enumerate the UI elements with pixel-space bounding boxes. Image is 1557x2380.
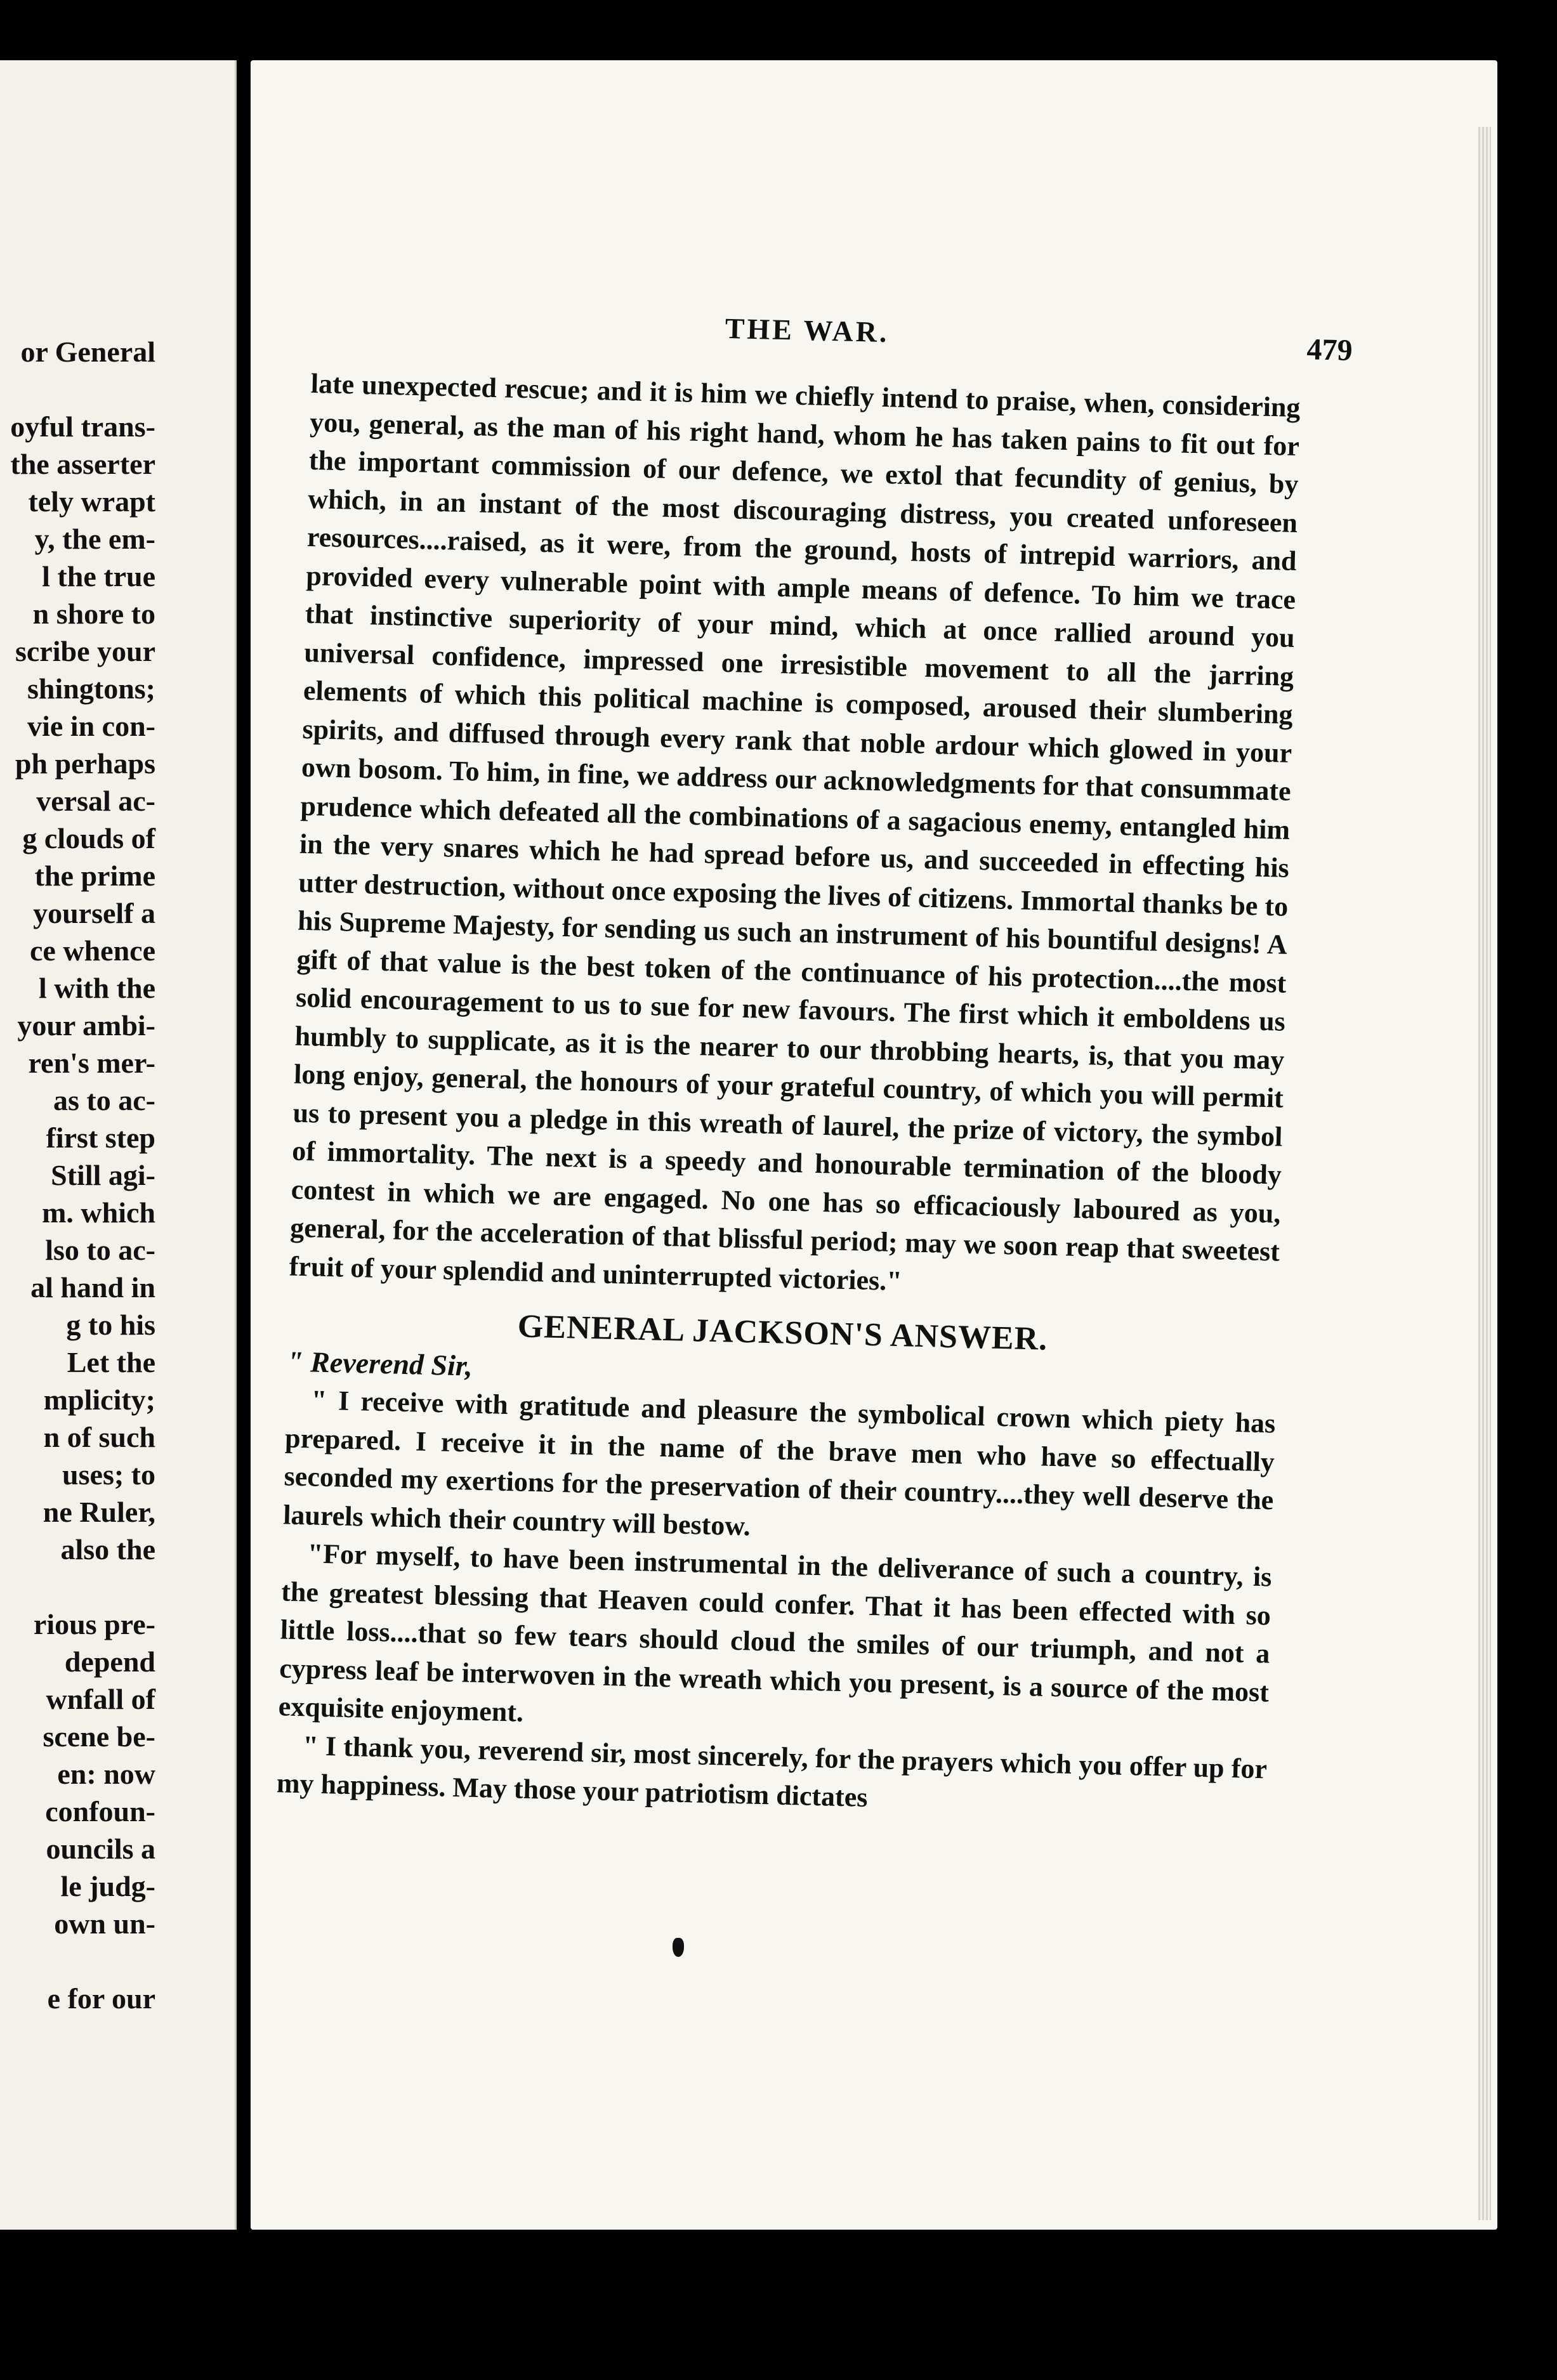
facing-line: wnfall of <box>46 1683 155 1715</box>
facing-line: n shore to <box>32 598 155 630</box>
facing-line: scene be- <box>43 1720 155 1753</box>
facing-line: en: now <box>57 1758 155 1790</box>
facing-line: l the true <box>42 560 155 592</box>
facing-line: mplicity; <box>43 1383 155 1416</box>
facing-line <box>0 370 235 408</box>
salutation: " Reverend Sir, <box>286 1345 473 1382</box>
facing-line: uses; to <box>62 1458 155 1491</box>
answer-paragraph: " I receive with gratitude and pleasure the symbolical crown which piety has prepared. I receive it in the name of the brave men who have so effectually seconded my exertions for the preservation of their country....they well deserve the laurels which their country will bestow. <box>282 1384 1276 1541</box>
ink-blot <box>673 1938 684 1957</box>
facing-line: rious pre- <box>33 1608 155 1640</box>
facing-page <box>0 60 237 2230</box>
facing-line: Let the <box>67 1346 155 1378</box>
facing-line: g clouds of <box>22 822 155 854</box>
facing-line: ouncils a <box>46 1833 155 1865</box>
facing-line: y, the em- <box>34 523 155 555</box>
facing-line: le judg- <box>60 1870 155 1902</box>
address-paragraph: late unexpected rescue; and it is him we chiefly intend to praise, when, considering you, general, as the man of his right hand, whom he has taken pains to fit out for the important commission of our defence, we extol that fecundity of genius, by which, in an instant of the most discouraging distress, you created unforeseen resources....raised, as it were, from the ground, hosts of intrepid warriors, and provided every vulnerable point with ample means of defence. To him we trace that instinctive superiority of your mind, which at once rallied around you universal confidence, impressed one irresistible movement to all the jarring elements of which this political machine is composed, aroused their slumbering spirits, and diffused through every rank that noble ardour which glowed in your own bosom. To him, in fine, we address our acknowledgments for that consummate prudence which defeated all the combinations of a sagacious enemy, entangled him in the very snares which he had spread before us, and succeeded in effecting his utter destruction, without once exposing the lives of citizens. Immortal thanks be to his Supreme Majesty, for sending us such an instrument of his bountiful designs! A gift of that value is the best token of the continuance of his protection....the most solid encouragement to us to sue for new favours. The first which it emboldens us humbly to supplicate, as it is the nearer to our throbbing hearts, is, that you may long enjoy, general, the honours of your grateful country, of which you will permit us to present you a pledge in this wreath of laurel, the prize of victory, the symbol of immortality. The next is a speedy and honourable termination of the bloody contest in which we are engaged. No one has so efficaciously laboured as you, general, for the acceleration of that blissful period; may we soon reap that sweetest fruit of your splendid and uninterrupted victories." <box>289 367 1301 1297</box>
facing-line: the asserter <box>10 448 155 480</box>
facing-line: versal ac- <box>36 785 155 817</box>
facing-line: oyful trans- <box>10 410 155 443</box>
facing-line: vie in con- <box>27 710 155 742</box>
facing-line: tely wrapt <box>28 485 155 518</box>
facing-line: depend <box>64 1645 155 1678</box>
page-content <box>276 251 1353 1827</box>
facing-line: own un- <box>54 1907 155 1940</box>
book-page <box>251 60 1497 2230</box>
facing-line: also the <box>60 1533 155 1566</box>
facing-line: Still agi- <box>51 1159 155 1191</box>
facing-line: your ambi- <box>17 1009 155 1042</box>
facing-line: lso to ac- <box>45 1234 155 1266</box>
facing-page-text <box>0 333 235 2017</box>
facing-line: scribe your <box>15 635 155 667</box>
section-title: GENERAL JACKSON'S ANSWER. <box>517 1308 1048 1357</box>
facing-line: confoun- <box>45 1795 155 1828</box>
facing-line: ph perhaps <box>15 747 155 780</box>
facing-line: shingtons; <box>27 672 155 705</box>
answer-paragraph: " I thank you, reverend sir, most sincerely, for the prayers which you offer up for my happiness. May those your patriotism dictates <box>276 1729 1268 1814</box>
facing-line: n of such <box>43 1421 155 1453</box>
page-number: 479 <box>1306 332 1353 368</box>
facing-line: ne Ruler, <box>43 1496 155 1528</box>
facing-line: or General <box>20 336 155 368</box>
facing-line: as to ac- <box>53 1084 155 1116</box>
facing-line: l with the <box>39 972 155 1004</box>
facing-line: ce whence <box>30 934 155 967</box>
answer-paragraph: "For myself, to have been instrumental in the deliverance of such a country, is the greatest blessing that Heaven could confer. That it has been effected with so little loss....that so few tears should cloud the smiles of our triumph, and not a cypress leaf be interwoven in the wreath which you present, is a source of the most exquisite enjoyment. <box>278 1538 1272 1728</box>
facing-line: al hand in <box>30 1271 155 1304</box>
facing-line: e for our <box>47 1982 155 2015</box>
running-head-title: THE WAR. <box>725 311 890 349</box>
facing-line: the prime <box>34 860 155 892</box>
page-edge <box>1478 127 1491 2220</box>
facing-line: g to his <box>66 1309 155 1341</box>
facing-line: yourself a <box>33 897 155 929</box>
facing-line <box>0 1942 235 1980</box>
facing-line: ren's mer- <box>28 1047 155 1079</box>
facing-line: m. which <box>42 1196 155 1229</box>
facing-line: first step <box>46 1121 155 1154</box>
facing-line <box>0 1568 235 1605</box>
